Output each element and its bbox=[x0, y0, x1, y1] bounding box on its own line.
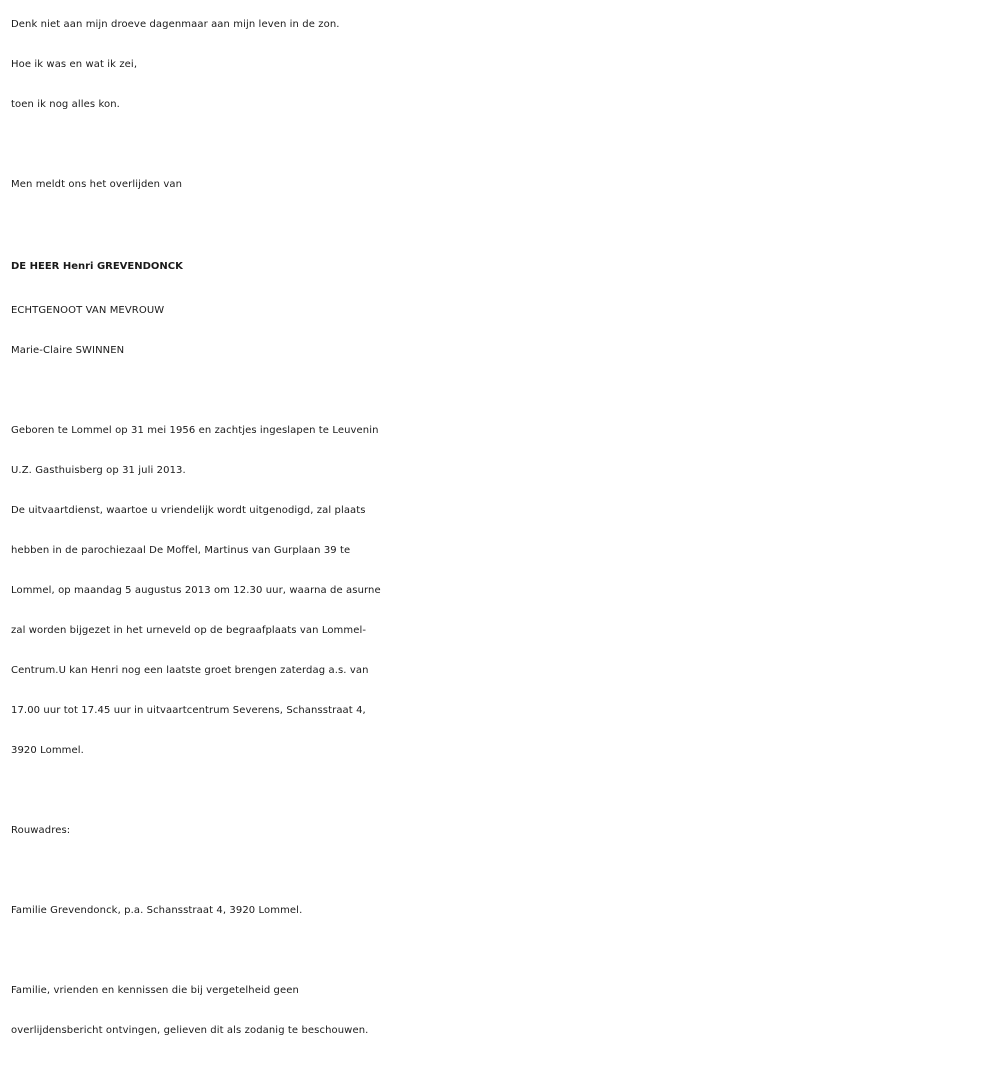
spacer bbox=[11, 205, 991, 241]
closing-line-1: Familie, vrienden en kennissen die bij vergetelheid geen bbox=[11, 985, 299, 996]
body-line: hebben in de parochiezaal De Moffel, Martinus van Gurplaan 39 te bbox=[11, 545, 351, 556]
intro-text: Men meldt ons het overlijden van bbox=[11, 179, 183, 190]
relation-text: ECHTGENOOT VAN MEVROUW bbox=[11, 305, 165, 316]
address-text: Familie Grevendonck, p.a. Schansstraat 4, 3920 Lommel. bbox=[11, 905, 303, 916]
spacer bbox=[11, 125, 991, 165]
poem-line-3: toen ik nog alles kon. bbox=[11, 99, 120, 110]
obituary-notice bbox=[11, 5, 991, 1051]
body-line: De uitvaartdienst, waartoe u vriendelijk wordt uitgenodigd, zal plaats bbox=[11, 505, 366, 516]
body-line: Lommel, op maandag 5 augustus 2013 om 12.30 uur, waarna de asurne bbox=[11, 585, 381, 596]
body-line: Centrum.U kan Henri nog een laatste groet brengen zaterdag a.s. van bbox=[11, 665, 369, 676]
deceased-name: DE HEER Henri GREVENDONCK bbox=[11, 261, 183, 272]
body-line: 3920 Lommel. bbox=[11, 745, 84, 756]
body-line: 17.00 uur tot 17.45 uur in uitvaartcentrum Severens, Schansstraat 4, bbox=[11, 705, 366, 716]
address-label: Rouwadres: bbox=[11, 825, 71, 836]
spacer bbox=[11, 371, 991, 411]
poem-line-2: Hoe ik was en wat ik zei, bbox=[11, 59, 138, 70]
spacer bbox=[11, 851, 991, 891]
body-line: zal worden bijgezet in het urneveld op de begraafplaats van Lommel- bbox=[11, 625, 367, 636]
spacer bbox=[11, 931, 991, 971]
body-line: Geboren te Lommel op 31 mei 1956 en zachtjes ingeslapen te Leuvenin bbox=[11, 425, 379, 436]
body-line: U.Z. Gasthuisberg op 31 juli 2013. bbox=[11, 465, 186, 476]
poem-line-1: Denk niet aan mijn droeve dagenmaar aan mijn leven in de zon. bbox=[11, 19, 340, 30]
spacer bbox=[11, 771, 991, 811]
closing-line-2: overlijdensbericht ontvingen, gelieven dit als zodanig te beschouwen. bbox=[11, 1025, 369, 1036]
spouse-name: Marie-Claire SWINNEN bbox=[11, 345, 125, 356]
